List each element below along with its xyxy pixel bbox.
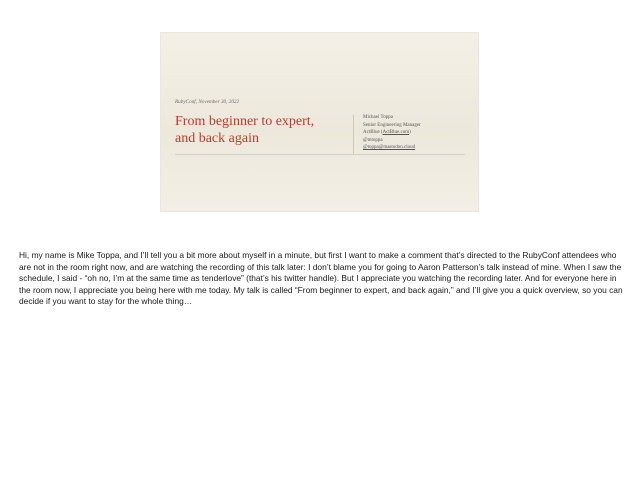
slide-date: RubyConf, November 30, 2022 [175, 99, 240, 105]
speaker-notes: Hi, my name is Mike Toppa, and I’ll tell you a bit more about myself in a minute, but first I want to make a comment that’s directed to the RubyConf attendees who are not in the room right now, and are watching the recording of this talk later: I don’t blame you for going to Aaron Patterson’s talk instead of mine. When I saw the schedule, I said - “oh no, I’m at the same time as tenderlove” (that’s his twitter handle). But I appreciate you watching the recording later. And for everyone here in the room now, I appreciate you being here with me today. My talk is called “From beginner to expert, and back again,” and I’ll give you a quick overview, so you can decide if you want to stay for the whole thing… [19, 250, 623, 307]
speaker-name: Michael Toppa [363, 115, 393, 120]
slide-horizontal-rule [175, 154, 465, 155]
slide-title [175, 113, 345, 147]
slide-title-line-2: and back again [175, 131, 259, 146]
slide-vertical-divider [353, 115, 354, 155]
speaker-info [363, 114, 421, 152]
speaker-company-suffix: ) [409, 130, 411, 135]
speaker-company-link[interactable]: ActBlue.com [382, 130, 410, 135]
speaker-mastodon[interactable]: @toppa@mastodon.cloud [363, 145, 416, 150]
speaker-company-prefix: ActBlue ( [363, 130, 383, 135]
slide-title-line-1: From beginner to expert, [175, 114, 315, 129]
speaker-role: Senior Engineering Manager [363, 122, 421, 128]
slide-thumbnail [161, 33, 478, 211]
speaker-company [363, 129, 421, 137]
speaker-handle: @mtoppa [363, 137, 383, 143]
